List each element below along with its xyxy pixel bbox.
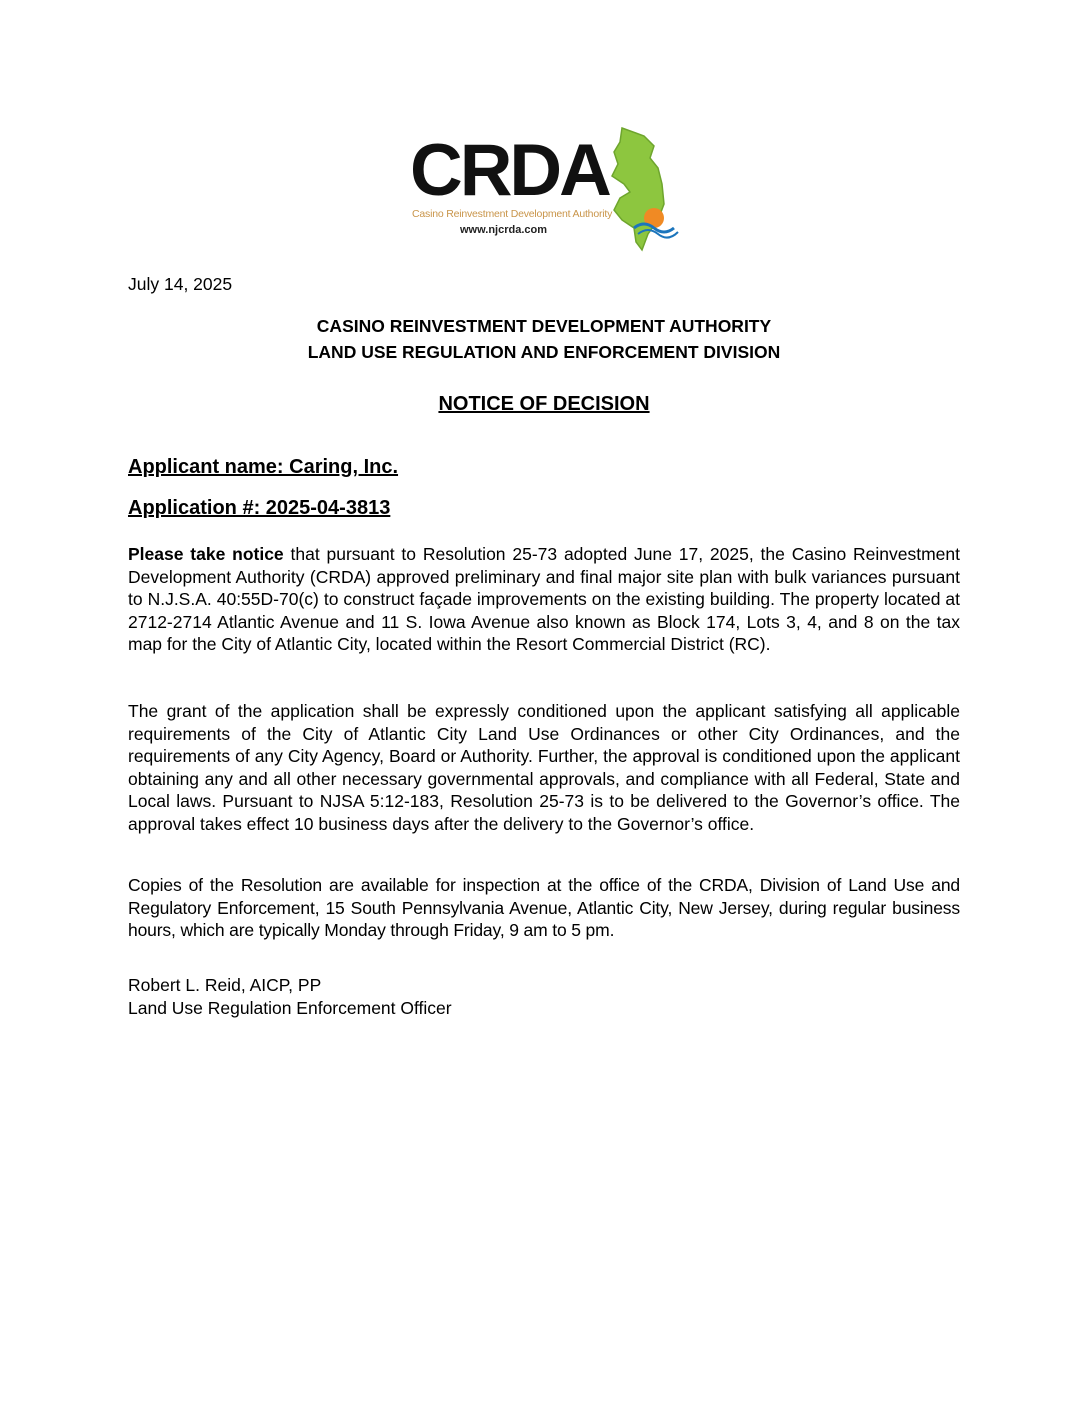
document-date: July 14, 2025 xyxy=(128,274,233,294)
application-number: Application #: 2025-04-3813 xyxy=(128,497,391,519)
applicant-name: Applicant name: Caring, Inc. xyxy=(128,456,399,478)
logo-url: www.njcrda.com xyxy=(460,224,548,236)
crda-logo xyxy=(408,124,680,254)
notice-body: that pursuant to Resolution 25-73 adopted June 17, 2025, the Casino Reinvestment Development Authority (CRDA) approved preliminary and final major site plan with bulk variances pursuant to N.J.S.A. 40:55D-70(c) to construct façade improvements on the existing building. The property located at 2712-2714 Atlantic Avenue and 11 S. Iowa Avenue also known as Block 174, Lots 3, 4, and 8 on the tax map for the City of Atlantic City, located within the Resort Commercial District (RC). xyxy=(128,544,960,654)
division-heading: LAND USE REGULATION AND ENFORCEMENT DIVISION xyxy=(307,342,781,362)
document-title: NOTICE OF DECISION xyxy=(438,393,650,415)
new-jersey-state-map-icon xyxy=(604,124,684,252)
conditions-paragraph: The grant of the application shall be expressly conditioned upon the applicant satisfying all applicable requirements of the City of Atlantic City Land Use Ordinances or other City Ordinances, and the requirements of any City Agency, Board or Authority. Further, the approval is conditioned upon the applicant obtaining any and all other necessary governmental approvals, and compliance with all Federal, State and Local laws. Pursuant to NJSA 5:12-183, Resolution 25-73 is to be delivered to the Governor’s office. The approval takes effect 10 business days after the delivery to the Governor’s office. xyxy=(128,701,960,834)
notice-paragraph xyxy=(128,543,960,656)
signatory-name: Robert L. Reid, AICP, PP xyxy=(128,975,322,995)
inspection-paragraph: Copies of the Resolution are available for inspection at the office of the CRDA, Division of Land Use and Regulatory Enforcement, 15 South Pennsylvania Avenue, Atlantic City, New Jersey, during regular business hours, which are typically Monday through Friday, 9 am to 5 pm. xyxy=(128,875,960,940)
organization-heading: CASINO REINVESTMENT DEVELOPMENT AUTHORITY xyxy=(316,316,772,336)
notice-lead: Please take notice xyxy=(128,544,284,564)
signature-block xyxy=(128,974,452,1020)
logo-tagline: Casino Reinvestment Development Authority xyxy=(412,208,613,220)
signatory-title: Land Use Regulation Enforcement Officer xyxy=(128,998,452,1018)
logo-wordmark: CRDA xyxy=(410,130,609,211)
